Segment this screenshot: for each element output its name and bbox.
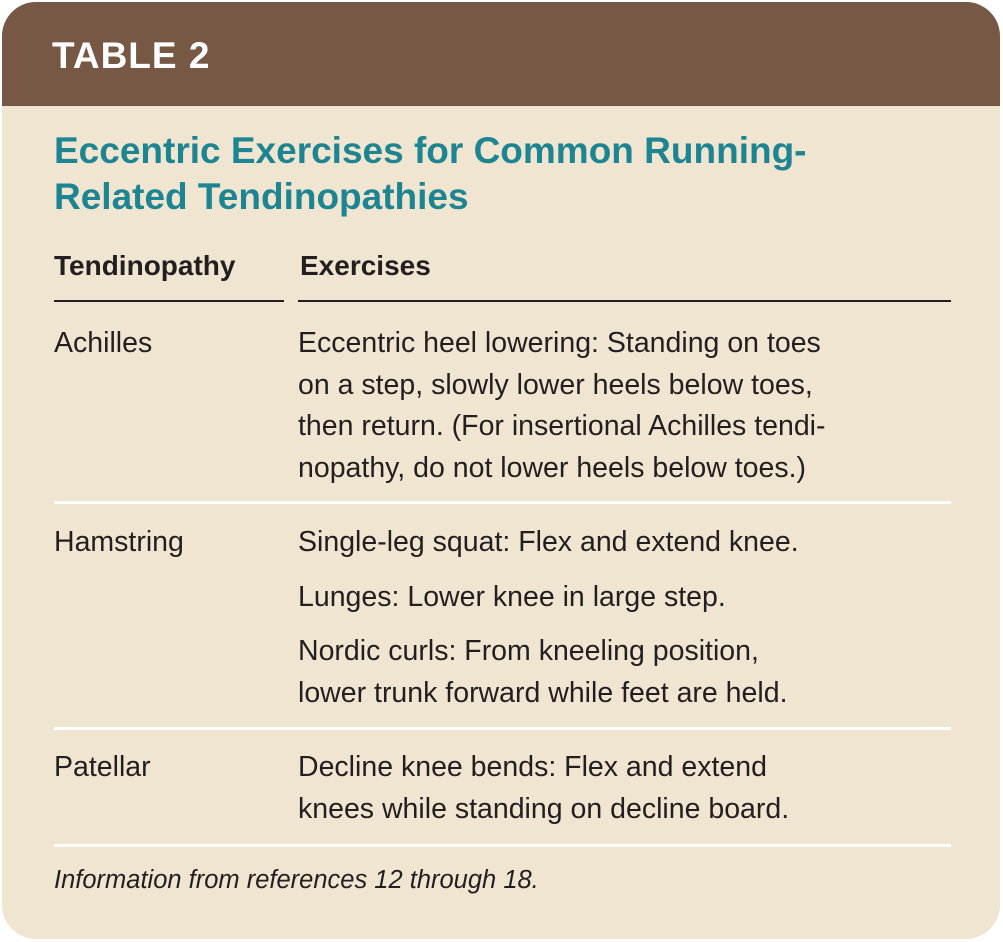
row-patellar-exercise [298, 747, 958, 830]
column-header-exercises: Exercises [300, 250, 431, 281]
exercise-line: nopathy, do not lower heels below toes.) [298, 451, 807, 484]
row-divider [54, 844, 951, 847]
table-header-bar [2, 2, 1000, 106]
table-title-line-2: Related Tendinopathies [54, 176, 469, 217]
table-label: TABLE 2 [52, 35, 211, 76]
column-header-tendinopathy: Tendinopathy [54, 250, 236, 281]
exercise-line: on a step, slowly lower heels below toes, [298, 368, 813, 401]
row-achilles-name: Achilles [54, 327, 153, 359]
row-hamstring-exercise-3 [298, 631, 958, 714]
exercise-line: Single-leg squat: Flex and extend knee. [298, 526, 799, 558]
header-rule-left [54, 300, 284, 302]
table-footnote: Information from references 12 through 18. [54, 866, 539, 894]
header-rule-right [298, 300, 951, 302]
exercise-line: Lunges: Lower knee in large step. [298, 581, 726, 613]
row-patellar-name: Patellar [54, 751, 151, 783]
row-hamstring-name: Hamstring [54, 526, 184, 558]
row-divider [54, 727, 951, 730]
exercise-line: Eccentric heel lowering: Standing on toes [298, 327, 821, 359]
table-card [2, 2, 1000, 939]
exercise-line: knees while standing on decline board. [298, 792, 790, 825]
exercise-line: Decline knee bends: Flex and extend [298, 751, 767, 783]
row-achilles-exercise [298, 323, 958, 489]
exercise-line: then return. (For insertional Achilles tendi- [298, 410, 826, 442]
row-hamstring-exercise-2 [298, 577, 958, 619]
exercise-line: lower trunk forward while feet are held. [298, 676, 788, 709]
table-title-line-1: Eccentric Exercises for Common Running- [54, 130, 807, 171]
row-divider [54, 501, 951, 504]
exercise-line: Nordic curls: From kneeling position, [298, 635, 759, 667]
table-title [54, 128, 954, 220]
row-hamstring-exercise-1 [298, 522, 958, 564]
